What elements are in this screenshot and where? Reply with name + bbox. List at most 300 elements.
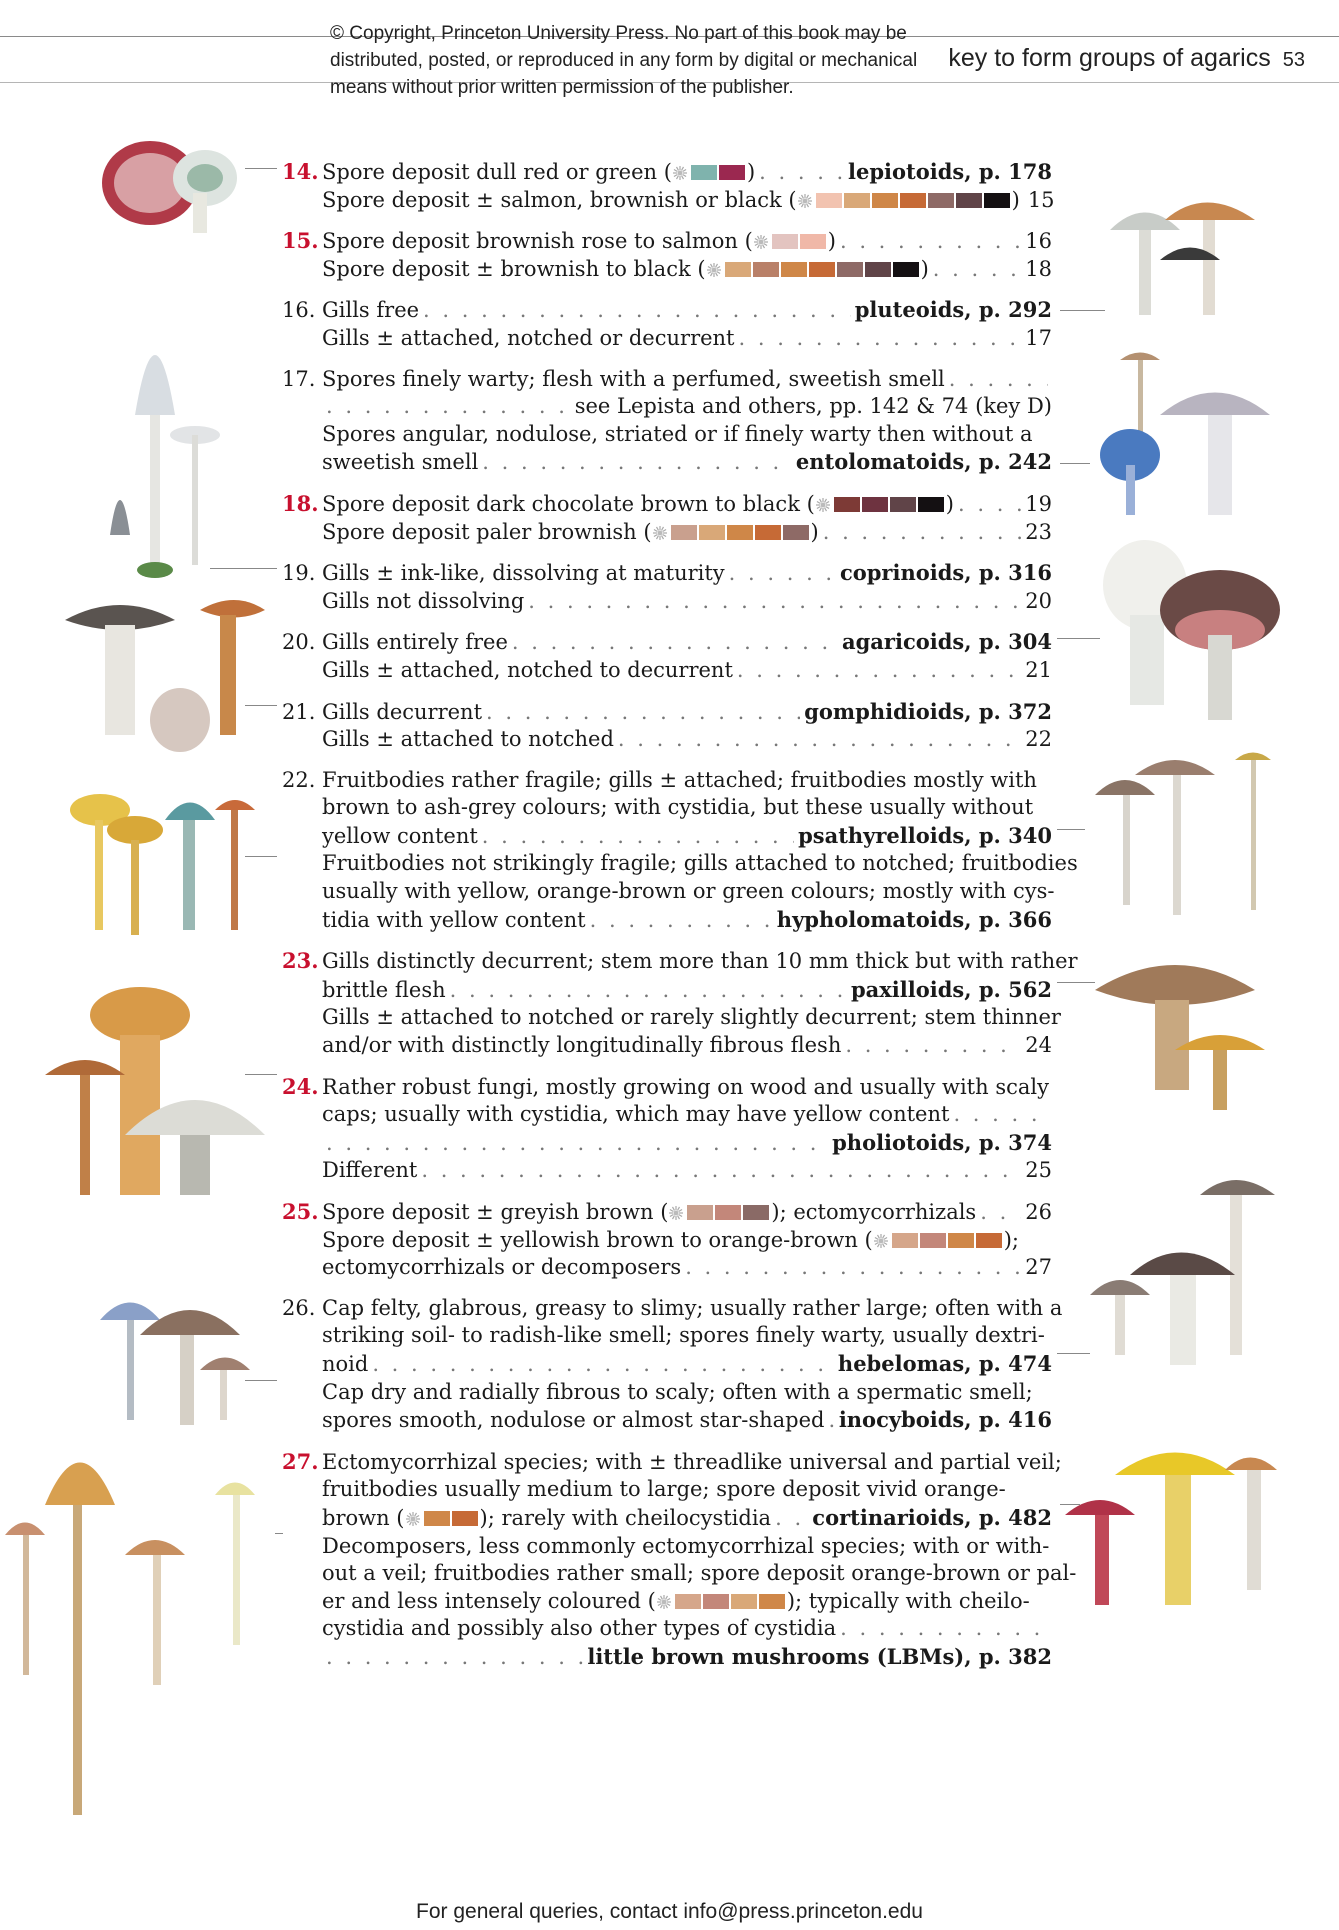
couplet-text-segment: Different — [322, 1158, 418, 1183]
couplet-text — [322, 1254, 681, 1282]
couplet-text-segment: Decomposers, less commonly ectomycorrhizal species; with or with- — [322, 1533, 1050, 1558]
leader-dots — [372, 1351, 834, 1379]
leader-dots — [421, 1157, 1021, 1185]
next-couplet-reference: see Lepista and others, pp. 142 & 74 (key D) — [574, 394, 1052, 419]
key-line — [282, 421, 1052, 449]
spore-color-swatch — [691, 165, 717, 180]
mushroom-photo-lbm — [5, 1415, 280, 1825]
spore-color-swatch — [675, 1594, 701, 1609]
key-line — [282, 850, 1078, 878]
couplet-number: 26. — [282, 1295, 316, 1320]
couplet-text-segment: Cap dry and radially fibrous to scaly; often with a spermatic smell; — [322, 1379, 1033, 1404]
couplet-text-segment: ); — [1003, 1227, 1020, 1252]
key-entry — [282, 1073, 1052, 1185]
key-line — [282, 1157, 1052, 1185]
couplet-text-segment: usually with yellow, orange-brown or green colours; mostly with cys- — [322, 879, 1055, 904]
key-line — [282, 1129, 1052, 1158]
next-couplet-reference: 15 — [1027, 187, 1055, 212]
couplet-text — [322, 1560, 1076, 1588]
spore-color-swatch — [753, 262, 779, 277]
couplet-text — [322, 1322, 1045, 1350]
key-entry — [282, 366, 1052, 477]
next-couplet-reference: 26 — [1025, 1200, 1052, 1224]
group-reference: lepiotoids, p. 178 — [848, 159, 1052, 184]
spore-color-swatch — [424, 1511, 450, 1526]
couplet-text-segment: Fruitbodies rather fragile; gills ± attached; fruitbodies mostly with — [322, 767, 1037, 792]
leader-dots — [423, 297, 851, 325]
key-line — [282, 1533, 1052, 1561]
leader-dots — [840, 228, 1021, 256]
key-line — [282, 878, 1055, 906]
leader-dots — [829, 1407, 835, 1435]
couplet-number: 25. — [282, 1199, 319, 1224]
leader-dots — [326, 1644, 583, 1672]
key-line — [282, 1227, 1052, 1255]
leader-line — [210, 568, 277, 569]
mushroom-photo-pluteoid — [1105, 185, 1265, 325]
key-line — [282, 393, 1052, 421]
footer: For general queries, contact info@press.princeton.edu — [416, 1900, 923, 1923]
key-line — [282, 1254, 1052, 1282]
couplet-text-segment: ); typically with cheilo- — [786, 1588, 1030, 1613]
next-couplet-reference: 18 — [1025, 256, 1052, 281]
leader-dots — [618, 726, 1021, 754]
couplet-text — [322, 823, 478, 851]
couplet-number: 27. — [282, 1448, 319, 1474]
mushroom-photo-hebeloma — [1090, 1165, 1280, 1385]
couplet-text-segment: Rather robust fungi, mostly growing on wood and usually with scaly — [322, 1074, 1049, 1099]
mushroom-photo-agaricoid — [1100, 535, 1280, 735]
spore-print-icon — [652, 525, 668, 541]
spore-print-icon — [753, 234, 769, 250]
couplet-text — [322, 699, 482, 727]
leader-line — [1057, 982, 1095, 983]
group-reference: psathyrelloids, p. 340 — [798, 822, 1052, 848]
copyright-line: © Copyright, Princeton University Press. No part of this book may be — [330, 23, 907, 44]
spore-color-swatch — [976, 1233, 1002, 1248]
couplet-text — [322, 794, 1033, 822]
couplet-text-segment: noid — [322, 1351, 369, 1376]
couplet-number: 17. — [282, 366, 316, 391]
couplet-text — [322, 491, 954, 519]
mushroom-photo-inocyboid — [100, 1280, 260, 1430]
spore-color-swatch — [715, 1205, 741, 1220]
couplet-number: 23. — [282, 948, 319, 974]
couplet-text-segment: Spores finely warty; flesh with a perfumed, sweetish smell — [322, 366, 945, 391]
spore-color-swatch — [890, 497, 916, 512]
couplet-text — [322, 726, 614, 754]
spore-color-swatch — [452, 1511, 478, 1526]
spore-print-icon — [815, 497, 831, 513]
key-entry — [282, 767, 1078, 935]
couplet-text-segment: striking soil- to radish-like smell; spores finely warty, usually dextri- — [322, 1323, 1045, 1348]
couplet-text — [322, 159, 755, 187]
leader-dots — [845, 1032, 1021, 1060]
spore-print-icon — [706, 262, 722, 278]
spore-color-swatch — [920, 1233, 946, 1248]
couplet-text-segment: ) — [920, 256, 929, 281]
leader-line — [245, 856, 277, 857]
couplet-number: 21. — [282, 699, 316, 724]
couplet-text-segment: Spore deposit brownish rose to salmon ( — [322, 229, 753, 254]
couplet-number: 24. — [282, 1073, 319, 1099]
key-line — [282, 227, 1052, 256]
couplet-text-segment: Spore deposit paler brownish ( — [322, 519, 652, 544]
spore-color-swatch — [800, 234, 826, 249]
mushroom-photo-coprinoid — [95, 295, 235, 585]
couplet-number: 15. — [282, 228, 319, 254]
couplet-text-segment: caps; usually with cystidia, which may have yellow content — [322, 1102, 950, 1127]
couplet-text — [322, 1407, 825, 1435]
couplet-text-segment: ); rarely with cheilocystidia — [479, 1505, 772, 1530]
spore-color-swatch — [772, 234, 798, 249]
key-line — [282, 588, 1052, 616]
spore-color-swatch — [755, 525, 781, 540]
key-line — [282, 1073, 1052, 1102]
spore-color-swatch — [862, 497, 888, 512]
spore-color-swatch — [687, 1205, 713, 1220]
key-line — [282, 1560, 1077, 1588]
key-line — [282, 1101, 1052, 1129]
couplet-text-segment: Gills entirely free — [322, 630, 508, 655]
couplet-text — [322, 1476, 1006, 1504]
spore-color-swatch — [703, 1594, 729, 1609]
group-reference: paxilloids, p. 562 — [851, 976, 1052, 1002]
spore-print-icon — [797, 193, 813, 209]
spore-color-swatch — [809, 262, 835, 277]
spore-color-swatch — [844, 193, 870, 208]
couplet-number: 22. — [282, 767, 316, 792]
group-reference: pholiotoids, p. 374 — [832, 1129, 1052, 1155]
leader-line — [1060, 463, 1090, 464]
couplet-text-segment: spores smooth, nodulose or almost star-shaped — [322, 1408, 825, 1433]
couplet-text — [322, 228, 836, 256]
couplet-text-segment: Gills ± attached to notched or rarely slightly decurrent; stem thinner — [322, 1005, 1061, 1030]
couplet-text — [322, 1004, 1061, 1032]
key-line — [282, 1350, 1052, 1379]
leader-dots — [486, 699, 800, 727]
spore-print-icon — [656, 1594, 672, 1610]
leader-dots — [482, 449, 792, 477]
couplet-text — [322, 1032, 841, 1060]
spore-color-swatch — [783, 525, 809, 540]
key-line — [282, 698, 1052, 727]
key-entry — [282, 559, 1052, 615]
couplet-text-segment: Fruitbodies not strikingly fragile; gills attached to notched; fruitbodies — [322, 851, 1078, 876]
key-line — [282, 1032, 1052, 1060]
spore-color-swatch — [719, 165, 745, 180]
leader-dots — [512, 629, 838, 657]
couplet-text — [322, 767, 1037, 795]
mushroom-photo-paxilloid — [1095, 950, 1275, 1130]
group-reference: pluteoids, p. 292 — [854, 297, 1052, 323]
couplet-text — [322, 1157, 417, 1185]
key-line — [282, 256, 1052, 284]
couplet-text-segment: fruitbodies usually medium to large; spore deposit vivid orange- — [322, 1477, 1006, 1502]
leader-line — [1060, 1504, 1080, 1505]
leader-line — [1060, 310, 1105, 311]
couplet-text — [322, 657, 733, 685]
key-line — [282, 187, 1055, 215]
key-line — [282, 1504, 1052, 1533]
couplet-text — [322, 449, 478, 477]
couplet-text — [322, 948, 1078, 976]
couplet-text-segment: Gills ± attached, notched or decurrent — [322, 325, 735, 350]
couplet-text-segment: Gills distinctly decurrent; stem more than 10 mm thick but with rather — [322, 949, 1078, 974]
spore-color-swatch — [948, 1233, 974, 1248]
couplet-text — [322, 588, 524, 616]
key-line — [282, 822, 1052, 851]
key-line — [282, 657, 1052, 685]
leader-line — [245, 1380, 277, 1381]
key-line — [282, 1588, 1052, 1616]
couplet-text-segment: ); ectomycorrhizals — [771, 1200, 977, 1224]
key-line — [282, 1615, 1052, 1643]
couplet-text — [322, 977, 446, 1005]
key-line — [282, 1406, 1052, 1435]
couplet-text-segment: Spores angular, nodulose, striated or if finely warty then without a — [322, 421, 1033, 446]
couplet-text-segment: Spore deposit ± salmon, brownish or black ( — [322, 187, 797, 212]
next-couplet-reference: 23 — [1025, 519, 1052, 544]
copyright-line: means without prior written permission of the publisher. — [330, 77, 794, 98]
couplet-text-segment: Gills not dissolving — [322, 588, 525, 613]
couplet-text — [322, 878, 1054, 906]
group-reference: little brown mushrooms (LBMs), p. 382 — [587, 1643, 1052, 1669]
couplet-text — [322, 1533, 1049, 1561]
couplet-text-segment: ) — [810, 519, 819, 544]
key-line — [282, 906, 1052, 935]
key-line — [282, 976, 1052, 1005]
leader-dots — [326, 393, 571, 421]
leader-dots — [840, 1615, 1048, 1643]
couplet-text — [322, 519, 819, 547]
leader-line — [1057, 638, 1100, 639]
couplet-text-segment: Spore deposit ± greyish brown ( — [322, 1200, 669, 1224]
couplet-text-segment: Spore deposit dark chocolate brown to black ( — [322, 491, 815, 516]
spore-color-swatch — [743, 1205, 769, 1220]
next-couplet-reference: 17 — [1025, 325, 1052, 350]
mushroom-photo-cortinarioid — [1065, 1435, 1280, 1625]
couplet-text-segment: cystidia and possibly also other types of cystidia — [322, 1616, 837, 1641]
spore-color-swatch — [893, 262, 919, 277]
key-line — [282, 1295, 1063, 1323]
key-line — [282, 519, 1052, 547]
spore-color-swatch — [781, 262, 807, 277]
leader-line — [1057, 829, 1085, 830]
key-line — [282, 726, 1052, 754]
spore-color-swatch — [956, 193, 982, 208]
key-line — [282, 448, 1052, 477]
key-entry — [282, 1448, 1077, 1672]
leader-dots — [933, 256, 1022, 284]
couplet-text — [322, 850, 1078, 878]
copyright-line: distributed, posted, or reproduced in any form by digital or mechanical — [330, 50, 918, 71]
key-line — [282, 325, 1052, 353]
key-line — [282, 1004, 1061, 1032]
leader-dots — [949, 366, 1048, 394]
couplet-text-segment: brittle flesh — [322, 977, 446, 1002]
group-reference: coprinoids, p. 316 — [839, 560, 1052, 586]
key-entry — [282, 1295, 1063, 1435]
key-entry — [282, 227, 1052, 283]
spore-color-swatch — [837, 262, 863, 277]
couplet-text — [322, 421, 1033, 449]
spore-print-icon — [668, 1205, 684, 1221]
leader-line — [245, 1074, 277, 1075]
key-line — [282, 1476, 1052, 1504]
running-header-title: key to form groups of agarics — [948, 44, 1271, 72]
couplet-number: 18. — [282, 490, 319, 516]
couplet-text-segment: yellow content — [322, 823, 478, 848]
couplet-text — [322, 366, 945, 394]
key-entry — [282, 1198, 1052, 1282]
couplet-text-segment: ) — [1011, 187, 1020, 212]
couplet-text — [322, 325, 735, 353]
next-couplet-reference: 21 — [1025, 657, 1052, 682]
spore-color-swatch — [984, 193, 1010, 208]
spore-color-swatch — [816, 193, 842, 208]
couplet-text-segment: out a veil; fruitbodies rather small; spore deposit orange-brown or pal- — [322, 1561, 1077, 1586]
next-couplet-reference: 24 — [1025, 1033, 1052, 1058]
couplet-number: 16. — [282, 298, 316, 323]
leader-dots — [737, 657, 1021, 685]
group-reference: hypholomatoids, p. 366 — [776, 906, 1052, 932]
mushroom-photo-gomphidioid — [60, 590, 270, 770]
key-line — [282, 490, 1052, 519]
leader-line — [245, 168, 277, 169]
couplet-text — [322, 256, 929, 284]
key-text — [282, 158, 1078, 1685]
couplet-text-segment: ) — [945, 491, 954, 516]
couplet-number: 19. — [282, 561, 316, 586]
leader-dots — [775, 1505, 808, 1533]
couplet-text-segment: Gills decurrent — [322, 699, 483, 724]
mushroom-photo-psathyrelloid — [1085, 745, 1280, 925]
next-couplet-reference: 19 — [1025, 491, 1052, 516]
key-entry — [282, 490, 1052, 546]
key-line — [282, 158, 1052, 187]
couplet-text — [322, 1505, 771, 1533]
spore-color-swatch — [671, 525, 697, 540]
key-line — [282, 947, 1078, 976]
key-line — [282, 1379, 1052, 1407]
spore-print-icon — [405, 1511, 421, 1527]
mushroom-photo-pholiotoid — [40, 985, 270, 1210]
group-reference: entolomatoids, p. 242 — [795, 449, 1052, 475]
key-line — [282, 794, 1052, 822]
couplet-text — [322, 1227, 1019, 1255]
spore-color-swatch — [928, 193, 954, 208]
leader-dots — [759, 159, 844, 187]
couplet-text-segment: er and less intensely coloured ( — [322, 1588, 656, 1613]
leader-dots — [528, 588, 1021, 616]
spore-color-swatch — [918, 497, 944, 512]
group-reference: agaricoids, p. 304 — [842, 629, 1052, 655]
copyright-notice — [330, 20, 1030, 101]
mushroom-photo-entolomatoid — [1090, 345, 1270, 525]
key-line — [282, 1643, 1052, 1672]
couplet-text-segment: Cap felty, glabrous, greasy to slimy; usually rather large; often with a — [322, 1295, 1063, 1320]
couplet-text-segment: tidia with yellow content — [322, 907, 586, 932]
group-reference: inocyboids, p. 416 — [838, 1407, 1052, 1433]
key-entry — [282, 698, 1052, 754]
key-line — [282, 559, 1052, 588]
key-line — [282, 1448, 1062, 1477]
couplet-text-segment: sweetish smell — [322, 450, 479, 475]
couplet-text-segment: and/or with distinctly longitudinally fibrous flesh — [322, 1033, 842, 1058]
couplet-text-segment: Spore deposit dull red or green ( — [322, 160, 672, 184]
spore-color-swatch — [900, 193, 926, 208]
next-couplet-reference: 20 — [1025, 588, 1052, 613]
couplet-text — [322, 1295, 1062, 1323]
key-entry — [282, 296, 1052, 352]
couplet-text — [322, 1588, 1030, 1616]
spore-color-swatch — [727, 525, 753, 540]
leader-dots — [729, 560, 836, 588]
mushroom-photo-hypholomatoid — [55, 780, 255, 950]
spore-color-swatch — [865, 262, 891, 277]
couplet-number: 20. — [282, 630, 316, 655]
leader-dots — [823, 519, 1022, 547]
couplet-text — [322, 1379, 1033, 1407]
couplet-text-segment: Gills ± ink-like, dissolving at maturity — [322, 561, 725, 586]
leader-dots — [953, 1101, 1048, 1129]
key-entry — [282, 628, 1052, 684]
key-entry — [282, 158, 1055, 214]
couplet-text-segment: Spore deposit ± yellowish brown to orange-brown ( — [322, 1227, 873, 1252]
spore-color-swatch — [699, 525, 725, 540]
leader-dots — [450, 977, 847, 1005]
leader-dots — [326, 1130, 828, 1158]
couplet-text — [322, 1351, 368, 1379]
couplet-text-segment: Gills ± attached, notched to decurrent — [322, 657, 733, 682]
key-entry — [282, 947, 1078, 1059]
couplet-text — [322, 1199, 976, 1227]
leader-line — [1057, 1353, 1090, 1354]
couplet-text-segment: ) — [827, 229, 836, 254]
couplet-text — [322, 297, 419, 325]
couplet-text — [322, 1074, 1049, 1102]
group-reference: gomphidioids, p. 372 — [804, 698, 1052, 724]
spore-print-icon — [873, 1233, 889, 1249]
spore-color-swatch — [834, 497, 860, 512]
couplet-text-segment: ectomycorrhizals or decomposers — [322, 1255, 682, 1280]
couplet-text-segment: Spore deposit ± brownish to black ( — [322, 256, 706, 281]
couplet-text-segment: ) — [746, 160, 756, 184]
next-couplet-reference: 22 — [1025, 727, 1052, 752]
leader-dots — [958, 491, 1021, 519]
leader-dots — [739, 325, 1022, 353]
next-couplet-reference: 16 — [1025, 229, 1052, 254]
couplet-text — [322, 907, 586, 935]
leader-dots — [590, 907, 773, 935]
couplet-text-segment: brown to ash-grey colours; with cystidia, but these usually without — [322, 795, 1034, 820]
couplet-text-segment: Gills ± attached to notched — [322, 727, 614, 752]
spore-color-swatch — [872, 193, 898, 208]
leader-line — [245, 705, 277, 706]
next-couplet-reference: 27 — [1025, 1255, 1052, 1280]
group-reference: cortinarioids, p. 482 — [812, 1504, 1052, 1530]
couplet-text — [322, 1615, 836, 1643]
key-line — [282, 366, 1052, 394]
key-line — [282, 296, 1052, 325]
running-header — [948, 44, 1305, 73]
couplet-text — [322, 1101, 949, 1129]
key-line — [282, 1322, 1052, 1350]
mushroom-photo-lepiotoid — [95, 138, 245, 238]
next-couplet-reference: 25 — [1025, 1158, 1052, 1183]
key-line — [282, 767, 1052, 795]
